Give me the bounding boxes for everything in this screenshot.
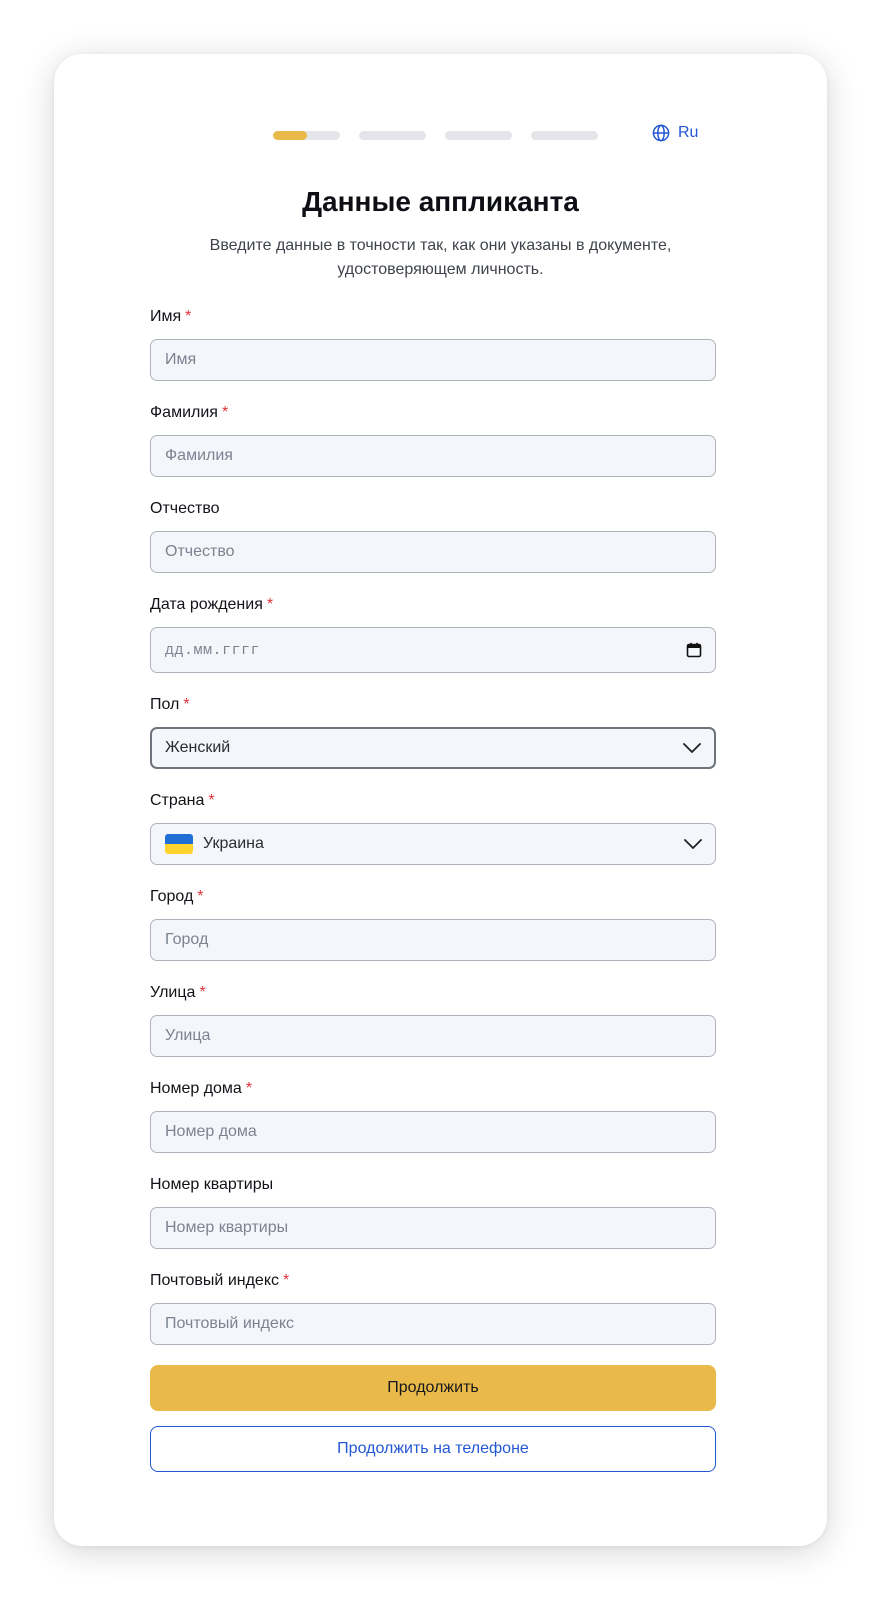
required-mark: * (183, 696, 190, 713)
patronymic-group (150, 499, 716, 573)
last-name-input[interactable] (150, 435, 716, 477)
house-number-input[interactable] (150, 1111, 716, 1153)
country-selected (165, 834, 264, 854)
first-name-group (150, 307, 716, 381)
language-label: Ru (678, 124, 699, 141)
gender-value: Женский (165, 739, 231, 756)
apartment-label: Номер квартиры (150, 1176, 274, 1193)
page-title: Данные аппликанта (302, 186, 579, 217)
first-name-label: Имя * (150, 308, 192, 325)
progress-step-3 (445, 131, 512, 140)
country-select[interactable] (150, 823, 716, 865)
apartment-input[interactable] (150, 1207, 716, 1249)
progress-step-1-fill (273, 131, 307, 140)
chevron-down-icon (684, 839, 702, 849)
city-placeholder: Город (165, 931, 209, 948)
globe-icon (652, 124, 670, 142)
continue-on-phone-button[interactable]: Продолжить на телефоне (150, 1426, 716, 1472)
required-mark: * (199, 984, 206, 1001)
page-subtitle: Введите данные в точности так, как они указаны в документе, удостоверяющем личность. (209, 237, 672, 278)
birth-date-placeholder: дд.мм.гггг (165, 641, 261, 659)
required-mark: * (208, 792, 215, 809)
flag-bottom (165, 844, 193, 854)
step-progress (273, 131, 598, 140)
required-mark: * (197, 888, 204, 905)
postal-code-input[interactable] (150, 1303, 716, 1345)
required-mark: * (266, 596, 274, 613)
postal-code-group (150, 1271, 716, 1345)
required-mark: * (245, 1080, 253, 1097)
first-name-placeholder: Имя (165, 351, 197, 368)
ukraine-flag-icon (165, 834, 193, 854)
last-name-group (150, 403, 716, 477)
postal-code-label: Почтовый индекс * (150, 1272, 290, 1289)
first-name-input[interactable] (150, 339, 716, 381)
chevron-down-icon (683, 743, 701, 753)
flag-top (165, 834, 193, 844)
apartment-group (150, 1175, 716, 1249)
gender-select[interactable] (150, 727, 716, 769)
language-switcher[interactable] (652, 124, 698, 142)
birth-date-group (150, 595, 716, 673)
street-label: Улица * (150, 984, 206, 1001)
city-group (150, 887, 716, 961)
applicant-form (150, 307, 716, 1367)
apartment-placeholder: Номер квартиры (165, 1219, 289, 1236)
calendar-icon[interactable] (686, 642, 702, 658)
progress-step-2 (359, 131, 426, 140)
patronymic-placeholder: Отчество (165, 543, 235, 560)
birth-date-label: Дата рождения * (150, 596, 274, 613)
country-value: Украина (203, 835, 264, 852)
street-group (150, 983, 716, 1057)
required-mark: * (221, 404, 229, 421)
country-label: Страна * (150, 792, 215, 809)
form-card (54, 54, 827, 1546)
patronymic-label: Отчество (150, 500, 220, 517)
progress-step-4 (531, 131, 598, 140)
gender-label: Пол * (150, 696, 190, 713)
city-input[interactable] (150, 919, 716, 961)
last-name-label: Фамилия * (150, 404, 229, 421)
country-group (150, 791, 716, 865)
postal-code-placeholder: Почтовый индекс (165, 1315, 294, 1332)
house-number-placeholder: Номер дома (165, 1123, 257, 1140)
continue-button[interactable]: Продолжить (150, 1365, 716, 1411)
house-number-group (150, 1079, 716, 1153)
required-mark: * (283, 1272, 290, 1289)
birth-date-input[interactable] (150, 627, 716, 673)
street-input[interactable] (150, 1015, 716, 1057)
house-number-label: Номер дома * (150, 1080, 253, 1097)
progress-step-1 (273, 131, 340, 140)
street-placeholder: Улица (165, 1027, 211, 1044)
gender-group (150, 695, 716, 769)
last-name-placeholder: Фамилия (165, 447, 233, 464)
required-mark: * (185, 308, 192, 325)
patronymic-input[interactable] (150, 531, 716, 573)
city-label: Город * (150, 888, 204, 905)
